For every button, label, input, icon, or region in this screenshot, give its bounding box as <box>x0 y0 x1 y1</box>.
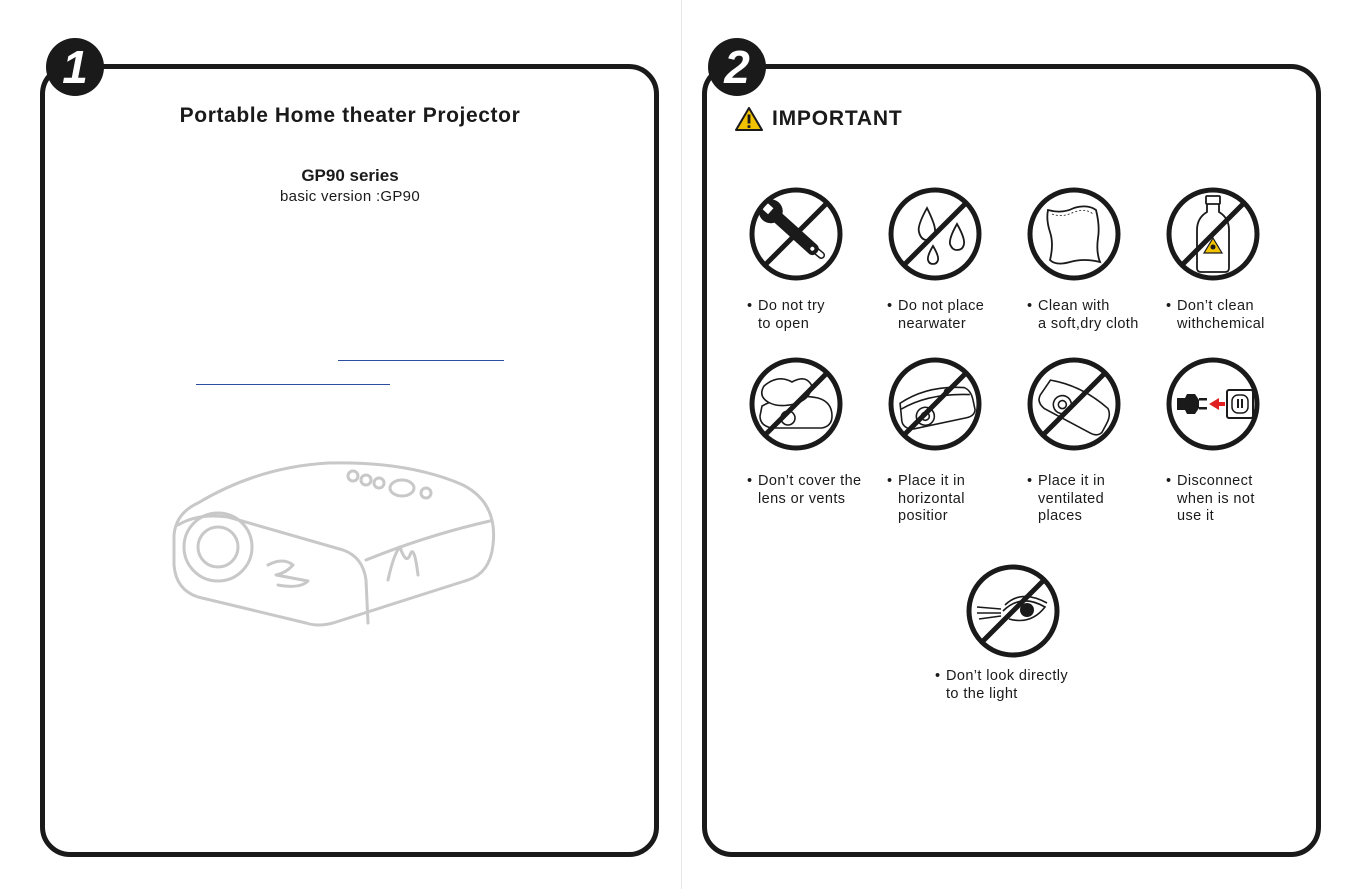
caption-dont-cover: • Don’t cover the lens or vents <box>747 473 862 507</box>
caption-soft-cloth: • Clean with a soft,dry cloth <box>1027 298 1139 332</box>
caption-no-water: • Do not place nearwater <box>887 298 985 332</box>
caption-disconnect: • Disconnect when is not use it <box>1166 473 1255 524</box>
hyperlink-underline[interactable] <box>196 384 390 385</box>
page-number-2: 2 <box>708 38 766 96</box>
product-series: GP90 series <box>301 166 399 185</box>
page-number-1: 1 <box>46 38 104 96</box>
icon-dont-look <box>965 563 1105 659</box>
enclosed-projector-prohibited-icon <box>1026 356 1122 452</box>
chemical-bottle-prohibited-icon <box>1165 186 1261 282</box>
icon-horizontal <box>887 356 1027 452</box>
product-title: Portable Home theater Projector <box>179 104 521 127</box>
icon-disconnect <box>1165 356 1305 452</box>
important-heading <box>734 106 902 132</box>
wrench-screwdriver-prohibited-icon <box>748 186 844 282</box>
hyperlink-underline[interactable] <box>338 360 504 361</box>
icon-soft-cloth <box>1026 186 1166 282</box>
icon-ventilated <box>1026 356 1166 452</box>
important-label: IMPORTANT <box>772 107 903 130</box>
warning-icon <box>734 106 764 132</box>
covered-projector-prohibited-icon <box>748 356 844 452</box>
water-drops-prohibited-icon <box>887 186 983 282</box>
product-version: basic version :GP90 <box>280 188 420 205</box>
caption-do-not-open: • Do not try to open <box>747 298 825 332</box>
tilted-projector-prohibited-icon <box>887 356 983 452</box>
eye-light-prohibited-icon <box>965 563 1061 659</box>
plug-socket-icon <box>1165 356 1261 452</box>
icon-dont-cover <box>748 356 888 452</box>
icon-no-water <box>887 186 1027 282</box>
caption-dont-look: • Don’t look directly to the light <box>935 668 1069 702</box>
icon-do-not-open <box>748 186 888 282</box>
icon-no-chemical <box>1165 186 1305 282</box>
caption-no-chemical: • Don’t clean withchemical <box>1166 298 1265 332</box>
page-2-frame <box>702 64 1321 857</box>
caption-horizontal: • Place it in horizontal positior <box>887 473 966 524</box>
projector-illustration-icon <box>168 455 503 635</box>
page-divider <box>681 0 682 889</box>
soft-cloth-prohibited-icon <box>1026 186 1122 282</box>
caption-ventilated: • Place it in ventilated places <box>1027 473 1106 524</box>
